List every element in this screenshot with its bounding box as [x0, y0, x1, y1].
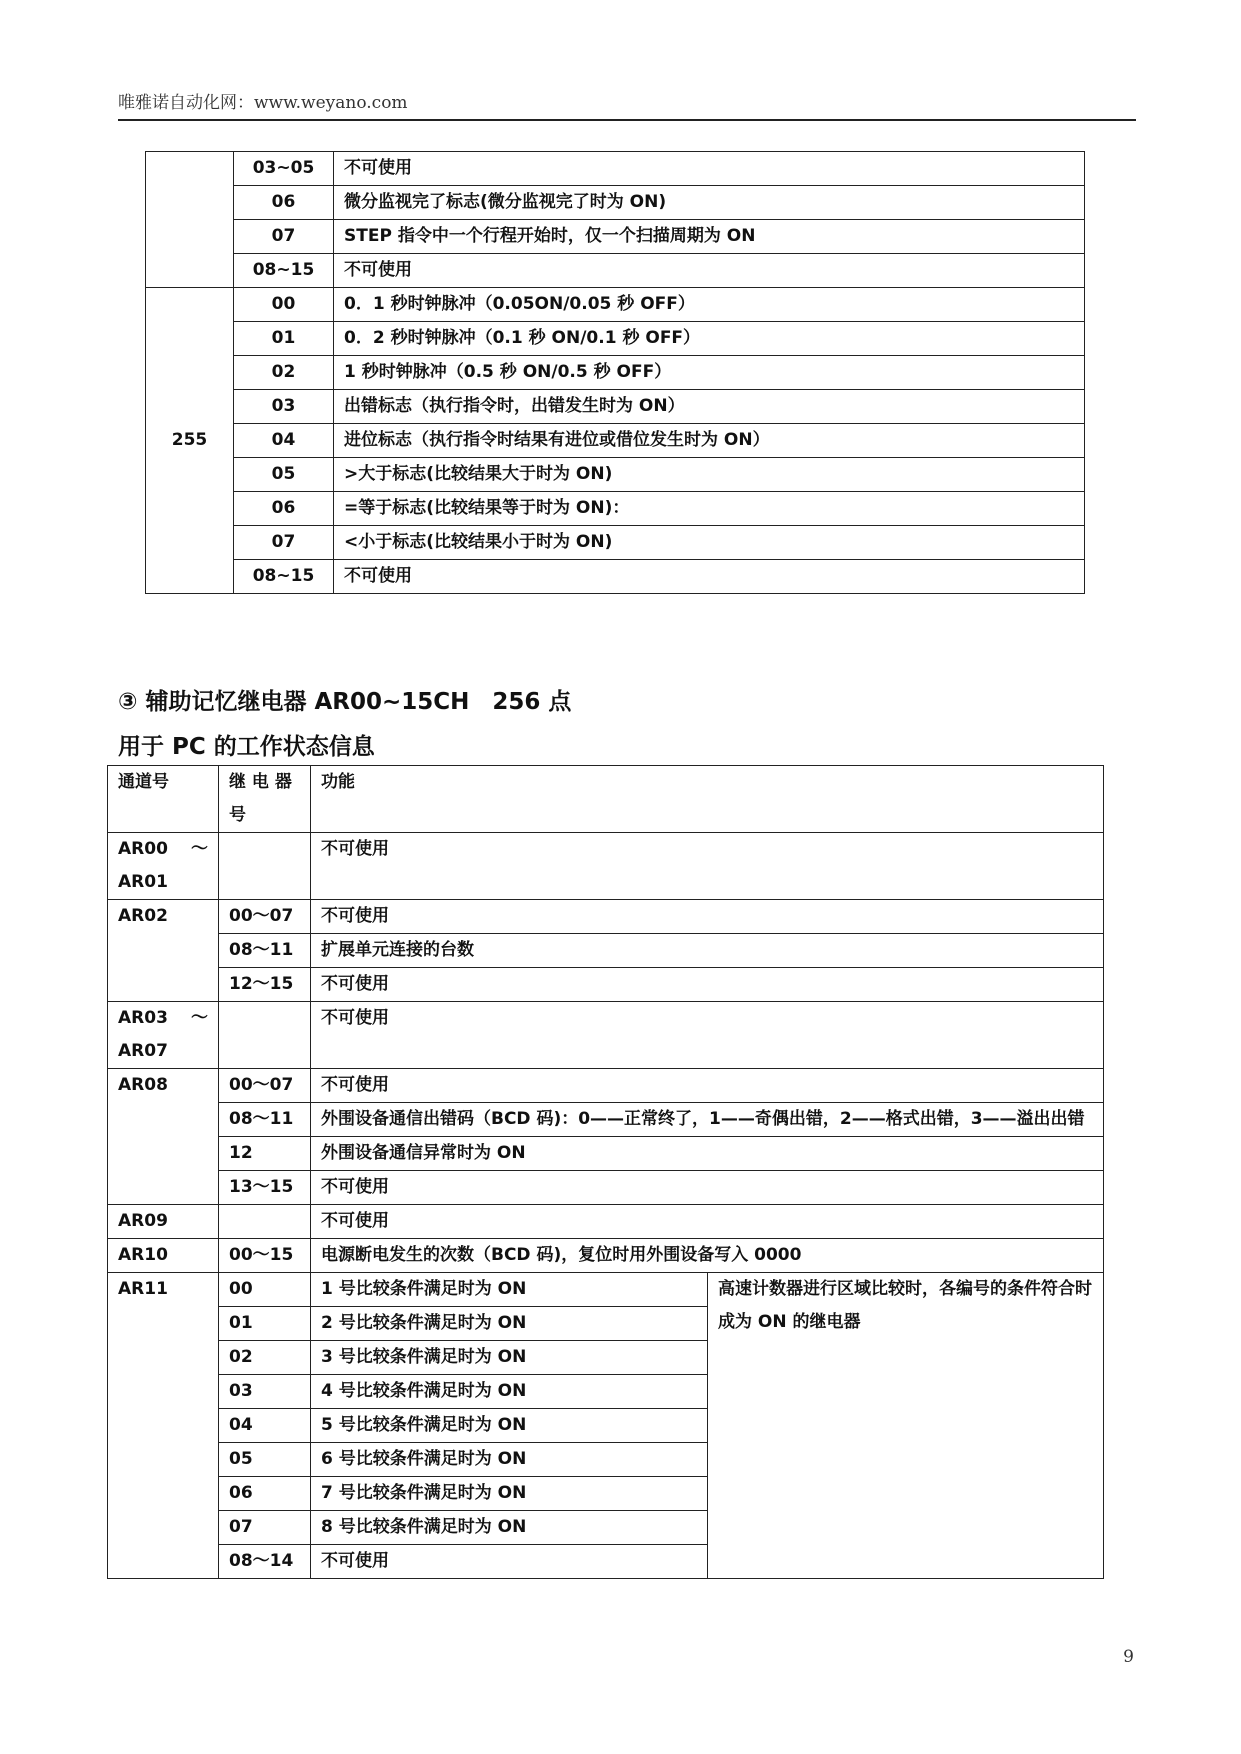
bit-cell: 08~15: [234, 254, 334, 288]
bit-cell: 06: [219, 1477, 311, 1511]
channel-cell: AR02: [108, 900, 219, 1002]
bit-cell: 01: [219, 1307, 311, 1341]
table-row: [108, 1103, 1104, 1137]
func-cell: 7 号比较条件满足时为 ON: [311, 1477, 708, 1511]
bit-cell: [219, 1002, 311, 1069]
func-cell: STEP 指令中一个行程开始时，仅一个扫描周期为 ON: [334, 220, 1085, 254]
bit-cell: 05: [219, 1443, 311, 1477]
bit-cell: [219, 1205, 311, 1239]
bit-cell: 03: [219, 1375, 311, 1409]
func-cell: 出错标志（执行指令时，出错发生时为 ON）: [334, 390, 1085, 424]
channel-cell: [146, 152, 234, 288]
table-row: [146, 288, 1085, 322]
func-cell: =等于标志(比较结果等于时为 ON)：: [334, 492, 1085, 526]
channel-cell: [108, 833, 219, 900]
func-cell: 8 号比较条件满足时为 ON: [311, 1511, 708, 1545]
bit-cell: 04: [219, 1409, 311, 1443]
bit-cell: 01: [234, 322, 334, 356]
table-row: [146, 424, 1085, 458]
func-cell: 2 号比较条件满足时为 ON: [311, 1307, 708, 1341]
func-cell: 外围设备通信异常时为 ON: [311, 1137, 1104, 1171]
table-row: [146, 254, 1085, 288]
table-row: [108, 1239, 1104, 1273]
func-cell: 扩展单元连接的台数: [311, 934, 1104, 968]
table-row: [108, 968, 1104, 1002]
table-row: [108, 900, 1104, 934]
table-row: [146, 322, 1085, 356]
table-row: [108, 1137, 1104, 1171]
bit-cell: 08～11: [219, 1103, 311, 1137]
func-cell: 不可使用: [311, 1002, 1104, 1069]
ar-relay-table: [107, 765, 1104, 1579]
bit-cell: 08~15: [234, 560, 334, 594]
channel-start: AR00: [118, 839, 168, 859]
func-cell: 0．1 秒时钟脉冲（0.05ON/0.05 秒 OFF）: [334, 288, 1085, 322]
bit-cell: 12: [219, 1137, 311, 1171]
func-cell: 3 号比较条件满足时为 ON: [311, 1341, 708, 1375]
bit-cell: 02: [234, 356, 334, 390]
bit-cell: 05: [234, 458, 334, 492]
header-function: 功能: [311, 766, 1104, 833]
func-cell: 不可使用: [311, 1205, 1104, 1239]
bit-cell: 08～11: [219, 934, 311, 968]
table-row: [108, 1171, 1104, 1205]
note-cell: 高速计数器进行区域比较时，各编号的条件符合时成为 ON 的继电器: [708, 1273, 1104, 1579]
func-cell: 不可使用: [334, 560, 1085, 594]
func-cell: 不可使用: [311, 1171, 1104, 1205]
channel-cell: AR10: [108, 1239, 219, 1273]
func-cell: 0．2 秒时钟脉冲（0.1 秒 ON/0.1 秒 OFF）: [334, 322, 1085, 356]
table-row: [146, 186, 1085, 220]
func-cell: 6 号比较条件满足时为 ON: [311, 1443, 708, 1477]
table-row: [146, 152, 1085, 186]
table-row: [108, 1002, 1104, 1069]
channel-cell: AR09: [108, 1205, 219, 1239]
channel-cell: [108, 1002, 219, 1069]
bit-cell: 03: [234, 390, 334, 424]
range-tilde: ～: [191, 1008, 208, 1028]
table-row: [108, 934, 1104, 968]
func-cell: 进位标志（执行指令时结果有进位或借位发生时为 ON）: [334, 424, 1085, 458]
func-cell: 不可使用: [311, 1545, 708, 1579]
bit-cell: 00～07: [219, 1069, 311, 1103]
range-tilde: ～: [191, 839, 208, 859]
bit-cell: 07: [219, 1511, 311, 1545]
channel-cell: 255: [146, 288, 234, 594]
func-cell: 不可使用: [311, 1069, 1104, 1103]
table-row: [146, 220, 1085, 254]
section-subtitle: 用于 PC 的工作状态信息: [118, 734, 375, 760]
channel-cell: AR08: [108, 1069, 219, 1205]
func-cell: <小于标志(比较结果小于时为 ON): [334, 526, 1085, 560]
bit-cell: 00: [219, 1273, 311, 1307]
table-row: [108, 1205, 1104, 1239]
table-row: [108, 1273, 1104, 1307]
func-cell: 电源断电发生的次数（BCD 码)，复位时用外围设备写入 0000: [311, 1239, 1104, 1273]
header-relay: 继 电 器 号: [219, 766, 311, 833]
func-cell: 1 号比较条件满足时为 ON: [311, 1273, 708, 1307]
bit-cell: 07: [234, 526, 334, 560]
func-cell: 不可使用: [334, 254, 1085, 288]
func-cell: 不可使用: [311, 900, 1104, 934]
bit-cell: 07: [234, 220, 334, 254]
page-header: 唯雅诺自动化网：www.weyano.com: [118, 88, 1136, 121]
func-cell: 外围设备通信出错码（BCD 码)：0——正常终了，1——奇偶出错，2——格式出错，3——溢出出错: [311, 1103, 1104, 1137]
channel-start: AR03: [118, 1008, 168, 1028]
channel-end: AR07: [118, 1041, 168, 1061]
bit-cell: 13～15: [219, 1171, 311, 1205]
table-header-row: [108, 766, 1104, 833]
bit-cell: 03~05: [234, 152, 334, 186]
bit-cell: 12～15: [219, 968, 311, 1002]
func-cell: 不可使用: [311, 833, 1104, 900]
bit-cell: 00～07: [219, 900, 311, 934]
func-cell: 1 秒时钟脉冲（0.5 秒 ON/0.5 秒 OFF）: [334, 356, 1085, 390]
table-row: [146, 458, 1085, 492]
bit-cell: 06: [234, 492, 334, 526]
func-cell: >大于标志(比较结果大于时为 ON): [334, 458, 1085, 492]
func-cell: 微分监视完了标志(微分监视完了时为 ON): [334, 186, 1085, 220]
bit-cell: 04: [234, 424, 334, 458]
bit-cell: 08～14: [219, 1545, 311, 1579]
section-title: ③ 辅助记忆继电器 AR00~15CH 256 点: [118, 689, 572, 715]
table-row: [146, 390, 1085, 424]
table-row: [146, 356, 1085, 390]
table-row: [146, 560, 1085, 594]
bit-cell: 02: [219, 1341, 311, 1375]
table-row: [146, 526, 1085, 560]
channel-end: AR01: [118, 872, 168, 892]
func-cell: 5 号比较条件满足时为 ON: [311, 1409, 708, 1443]
bit-cell: [219, 833, 311, 900]
bit-cell: 00: [234, 288, 334, 322]
table-row: [108, 1069, 1104, 1103]
bit-cell: 00～15: [219, 1239, 311, 1273]
page-number: 9: [1123, 1647, 1134, 1667]
bit-cell: 06: [234, 186, 334, 220]
table-row: [146, 492, 1085, 526]
func-cell: 不可使用: [334, 152, 1085, 186]
relay-table-continued: [145, 151, 1085, 594]
func-cell: 不可使用: [311, 968, 1104, 1002]
header-channel: 通道号: [108, 766, 219, 833]
channel-cell: AR11: [108, 1273, 219, 1579]
func-cell: 4 号比较条件满足时为 ON: [311, 1375, 708, 1409]
table-row: [108, 833, 1104, 900]
